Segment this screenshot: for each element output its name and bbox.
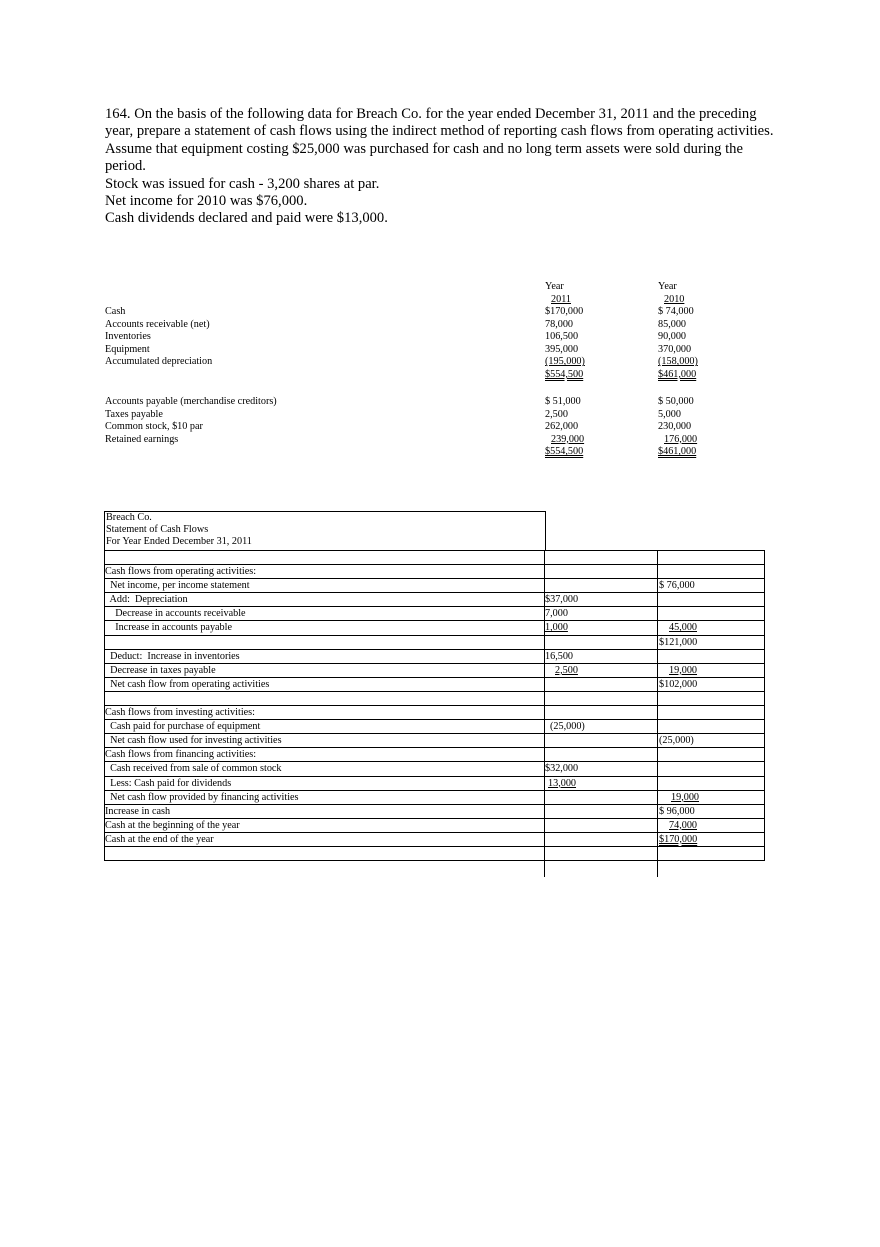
problem-line: Cash dividends declared and paid were $13,000. bbox=[105, 210, 388, 227]
assets-total-row bbox=[105, 369, 765, 382]
liability-row: Retained earnings 239,000 176,000 bbox=[105, 433, 698, 445]
table-row bbox=[104, 705, 765, 719]
statement-title: Statement of Cash Flows bbox=[106, 524, 209, 536]
amount-outer: $ 76,000 bbox=[659, 580, 695, 592]
year-2010: 2010 bbox=[664, 293, 685, 305]
row-label: Decrease in accounts receivable bbox=[105, 608, 246, 620]
amount-outer: 74,000 bbox=[669, 819, 698, 831]
amount-outer: 45,000 bbox=[669, 622, 698, 634]
table-row bbox=[104, 677, 765, 691]
year-label-2011: Year bbox=[545, 281, 564, 292]
row-label: Decrease in taxes payable bbox=[105, 664, 216, 676]
table-row bbox=[104, 691, 765, 705]
problem-line: Net income for 2010 was $76,000. bbox=[105, 193, 308, 210]
asset-row: Accumulated depreciation (195,000) (158,000) bbox=[105, 356, 698, 368]
row-label: Add: Depreciation bbox=[105, 594, 188, 606]
assets-total-2010: $461,000 bbox=[658, 368, 697, 380]
assets-section bbox=[105, 306, 765, 382]
table-row bbox=[104, 776, 765, 790]
liabilities-section bbox=[105, 396, 765, 459]
amount-inner: 7,000 bbox=[545, 608, 568, 620]
table-row bbox=[104, 804, 765, 818]
liabilities-total-2010: $461,000 bbox=[658, 446, 697, 458]
table-row bbox=[104, 747, 765, 761]
table-row bbox=[104, 733, 765, 747]
row-label: Net income, per income statement bbox=[105, 580, 250, 592]
table-row bbox=[104, 649, 765, 663]
cash-flow-heading bbox=[104, 511, 546, 551]
amount-inner: 2,500 bbox=[555, 664, 578, 676]
column-divider bbox=[544, 550, 545, 877]
liability-row: Common stock, $10 par 262,000 230,000 bbox=[105, 421, 692, 433]
problem-line: Assume that equipment costing $25,000 was purchased for cash and no long term assets were sold during the period. bbox=[105, 140, 743, 175]
amount-inner: 1,000 bbox=[545, 622, 568, 634]
table-trailing-row bbox=[104, 860, 765, 877]
row-label: Cash flows from investing activities: bbox=[105, 707, 255, 719]
table-row bbox=[104, 620, 765, 634]
amount-outer: $121,000 bbox=[659, 636, 698, 648]
year-label-2010: Year bbox=[658, 281, 677, 292]
assets-total-2011: $554,500 bbox=[545, 368, 584, 380]
row-label: Less: Cash paid for dividends bbox=[105, 777, 232, 789]
statement-period: For Year Ended December 31, 2011 bbox=[106, 536, 252, 548]
row-label: Cash at the beginning of the year bbox=[105, 819, 240, 831]
amount-inner: (25,000) bbox=[550, 721, 585, 733]
row-label: Cash flows from financing activities: bbox=[105, 749, 257, 761]
asset-row: Cash $170,000 $ 74,000 bbox=[105, 306, 694, 317]
table-row bbox=[104, 635, 765, 649]
liabilities-total-row bbox=[105, 446, 765, 459]
row-label: Cash flows from operating activities: bbox=[105, 566, 257, 578]
amount-inner: $37,000 bbox=[545, 594, 579, 606]
amount-outer: 19,000 bbox=[671, 791, 700, 803]
table-row bbox=[104, 564, 765, 578]
row-label: Net cash flow provided by financing activities bbox=[105, 791, 299, 803]
table-left-border bbox=[104, 550, 105, 860]
table-row bbox=[104, 818, 765, 832]
asset-row: Equipment 395,000 370,000 bbox=[105, 343, 692, 355]
balance-sheet-header bbox=[105, 281, 765, 306]
asset-row: Inventories 106,500 90,000 bbox=[105, 331, 687, 343]
table-row bbox=[104, 578, 765, 592]
row-label: Cash at the end of the year bbox=[105, 833, 214, 845]
problem-line: 164. On the basis of the following data for Breach Co. for the year ended December 31, 2011 and the preceding year, prepare a statement of cash flows using the indirect method of reporting cash flows from operating activities. bbox=[105, 106, 774, 140]
amount-inner: $32,000 bbox=[545, 763, 579, 775]
table-row bbox=[104, 790, 765, 804]
row-label: Cash received from sale of common stock bbox=[105, 763, 282, 775]
liability-row: Accounts payable (merchandise creditors) $ 51,000 $ 50,000 bbox=[105, 396, 694, 407]
liabilities-total-2011: $554,500 bbox=[545, 446, 584, 458]
row-label: Deduct: Increase in inventories bbox=[105, 650, 240, 662]
liability-row: Taxes payable 2,500 5,000 bbox=[105, 408, 681, 420]
table-row bbox=[104, 846, 765, 860]
row-label: Increase in accounts payable bbox=[105, 622, 233, 634]
cash-flow-table bbox=[104, 550, 765, 877]
row-label: Increase in cash bbox=[105, 805, 171, 817]
company-name: Breach Co. bbox=[106, 512, 152, 523]
row-label: Net cash flow used for investing activities bbox=[105, 735, 282, 747]
year-2011: 2011 bbox=[551, 293, 571, 305]
amount-outer: $170,000 bbox=[659, 833, 698, 845]
amount-outer: (25,000) bbox=[659, 735, 694, 747]
amount-inner: 13,000 bbox=[548, 777, 577, 789]
problem-statement bbox=[105, 106, 785, 228]
amount-inner: 16,500 bbox=[545, 650, 574, 662]
amount-outer: $ 96,000 bbox=[659, 805, 695, 817]
asset-row: Accounts receivable (net) 78,000 85,000 bbox=[105, 318, 687, 330]
table-right-border bbox=[764, 550, 765, 860]
row-label: Cash paid for purchase of equipment bbox=[105, 721, 261, 733]
table-row bbox=[104, 592, 765, 606]
problem-line: Stock was issued for cash - 3,200 shares at par. bbox=[105, 175, 380, 192]
table-row bbox=[104, 663, 765, 677]
table-row bbox=[104, 761, 765, 775]
amount-outer: 19,000 bbox=[669, 664, 698, 676]
table-row bbox=[104, 606, 765, 620]
amount-outer: $102,000 bbox=[659, 678, 698, 690]
table-row bbox=[104, 719, 765, 733]
column-divider bbox=[657, 550, 658, 877]
table-row bbox=[104, 832, 765, 846]
row-label: Net cash flow from operating activities bbox=[105, 678, 270, 690]
table-row bbox=[104, 550, 765, 564]
